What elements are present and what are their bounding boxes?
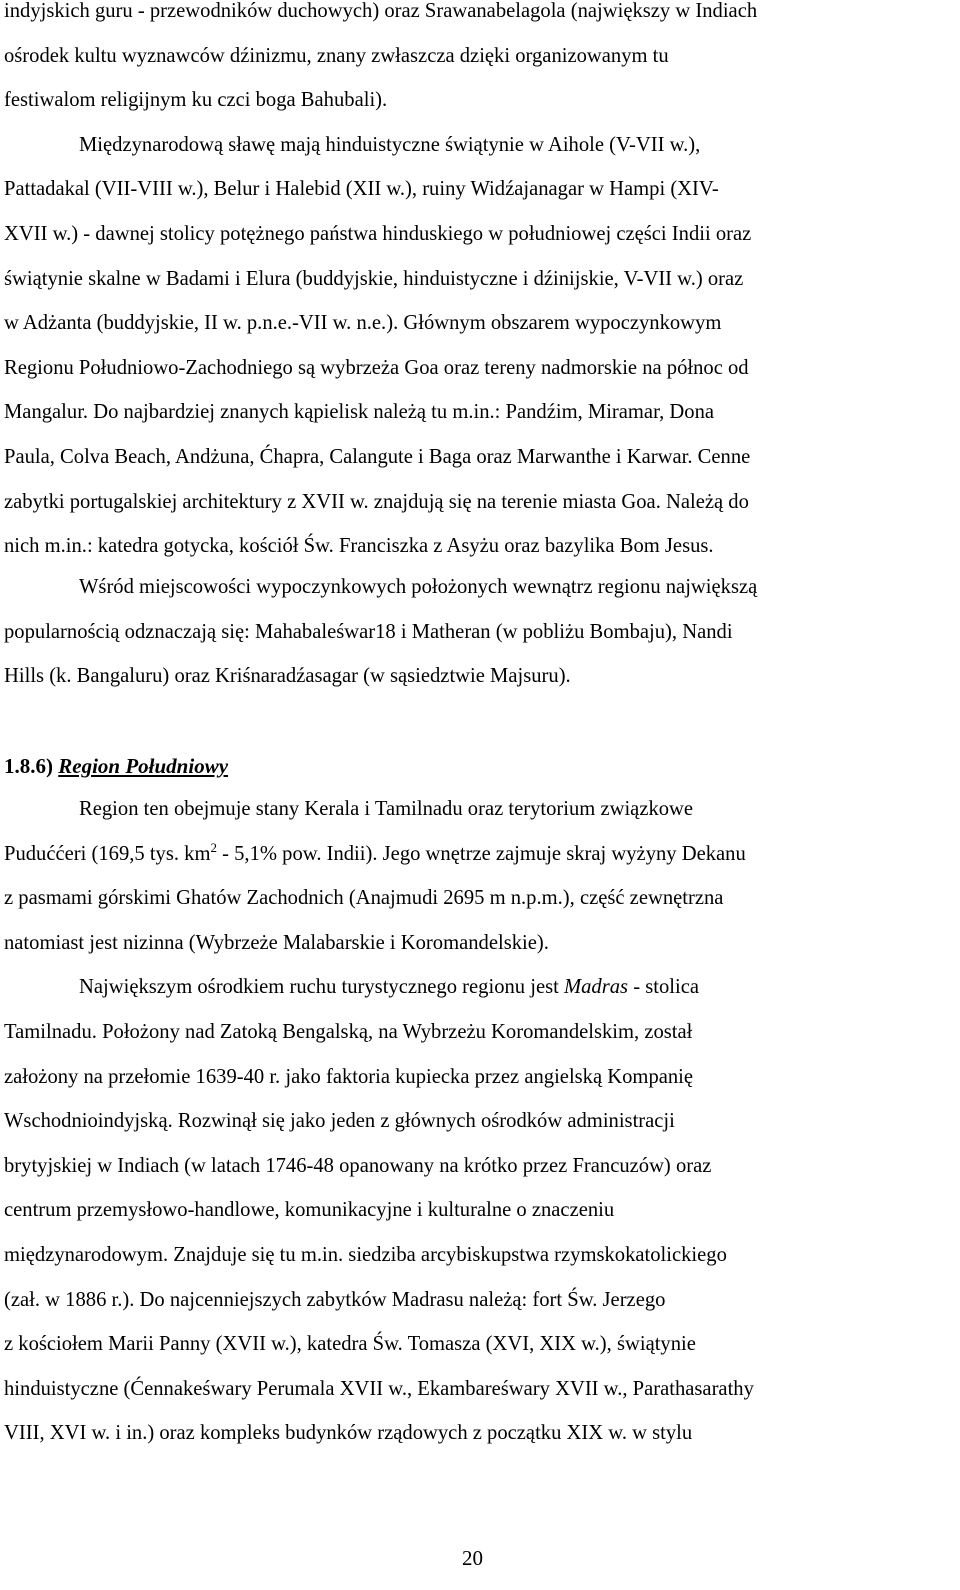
- text-line: międzynarodowym. Znajduje się tu m.in. siedziba arcybiskupstwa rzymskokatolickiego: [4, 1243, 727, 1266]
- text-line: indyjskich guru - przewodników duchowych) oraz Srawanabelagola (największy w Indiach: [4, 0, 758, 22]
- text-line: nich m.in.: katedra gotycka, kościół Św. Franciszka z Asyżu oraz bazylika Bom Jesus.: [4, 535, 714, 558]
- text-line: Wśród miejscowości wypoczynkowych położonych wewnątrz regionu największą: [79, 576, 758, 598]
- text-line: festiwalom religijnym ku czci boga Bahubali).: [4, 89, 388, 112]
- text-line: popularnością odznaczają się: Mahabaleśwar18 i Matheran (w pobliżu Bombaju), Nandi: [4, 620, 733, 643]
- text-line: [4, 832, 945, 877]
- italic-place-name: Madras: [563, 976, 629, 999]
- text-line: VIII, XVI w. i in.) oraz kompleks budynków rządowych z początku XIX w. w stylu: [4, 1422, 693, 1445]
- text-line: Wschodnioindyjską. Rozwinął się jako jeden z głównych ośrodków administracji: [4, 1110, 675, 1133]
- text-line: hinduistyczne (Ćennakeśwary Perumala XVII w., Ekambareśwary XVII w., Parathasarathy: [4, 1377, 754, 1400]
- text-line: ośrodek kultu wyznawców dźinizmu, znany zwłaszcza dzięki organizowanym tu: [4, 44, 669, 67]
- text-line: Region ten obejmuje stany Kerala i Tamilnadu oraz terytorium związkowe: [79, 798, 694, 820]
- text-line: w Adżanta (buddyjskie, II w. p.n.e.-VII w. n.e.). Głównym obszarem wypoczynkowym: [4, 312, 722, 335]
- text-line: brytyjskiej w Indiach (w latach 1746-48 opanowany na krótko przez Francuzów) oraz: [4, 1154, 712, 1177]
- text-line: z kościołem Marii Panny (XVII w.), katedra Św. Tomasza (XVI, XIX w.), świątynie: [4, 1333, 696, 1356]
- page-number: 20: [462, 1546, 483, 1570]
- text-line: Mangalur. Do najbardziej znanych kąpielisk należą tu m.in.: Pandźim, Miramar, Dona: [4, 401, 715, 424]
- text-line: centrum przemysłowo-handlowe, komunikacyjne i kulturalne o znaczeniu: [4, 1199, 615, 1222]
- superscript: 2: [210, 839, 217, 855]
- text-fragment: - stolica: [628, 976, 699, 999]
- body-text-upper: [4, 0, 945, 569]
- text-line: Międzynarodową sławę mają hinduistyczne świątynie w Aihole (V-VII w.),: [79, 133, 701, 156]
- text-line: Regionu Południowo-Zachodniego są wybrzeża Goa oraz tereny nadmorskie na północ od: [4, 356, 749, 379]
- text-line: świątynie skalne w Badami i Elura (buddyjskie, hinduistyczne i dźinijskie, V-VII w.) oraz: [4, 267, 744, 290]
- text-fragment: - 5,1% pow. Indii). Jego wnętrze zajmuje skraj wyżyny Dekanu: [216, 842, 746, 865]
- text-line: [4, 965, 945, 1010]
- body-text-lower: [4, 787, 945, 1456]
- text-line: Hills (k. Bangaluru) oraz Kriśnaradźasagar (w sąsiedztwie Majsuru).: [4, 665, 571, 688]
- text-line: (zał. w 1886 r.). Do najcenniejszych zabytków Madrasu należą: fort Św. Jerzego: [4, 1288, 666, 1311]
- text-line: z pasmami górskimi Ghatów Zachodnich (Anajmudi 2695 m n.p.m.), część zewnętrzna: [4, 887, 724, 910]
- body-text-resorts: [4, 565, 945, 699]
- section-number: 1.8.6): [4, 754, 53, 778]
- text-fragment: Puduććeri (169,5 tys. km: [4, 842, 211, 865]
- text-line: Pattadakal (VII-VIII w.), Belur i Halebid (XII w.), ruiny Widźajanagar w Hampi (XIV-: [4, 178, 719, 201]
- text-fragment: Największym ośrodkiem ruchu turystycznego regionu jest: [79, 976, 564, 999]
- text-line: założony na przełomie 1639-40 r. jako faktoria kupiecka przez angielską Kompanię: [4, 1065, 694, 1088]
- text-line: natomiast jest nizinna (Wybrzeże Malabarskie i Koromandelskie).: [4, 931, 549, 954]
- text-line: zabytki portugalskiej architektury z XVII w. znajdują się na terenie miasta Goa. Należą do: [4, 490, 749, 513]
- section-title: Region Południowy: [58, 754, 229, 778]
- section-heading: [4, 744, 228, 788]
- text-line: Tamilnadu. Położony nad Zatoką Bengalską, na Wybrzeżu Koromandelskim, został: [4, 1020, 693, 1043]
- text-line: Paula, Colva Beach, Andżuna, Ćhapra, Calangute i Baga oraz Marwanthe i Karwar. Cenne: [4, 445, 751, 468]
- text-line: XVII w.) - dawnej stolicy potężnego państwa hinduskiego w południowej części Indii oraz: [4, 222, 752, 245]
